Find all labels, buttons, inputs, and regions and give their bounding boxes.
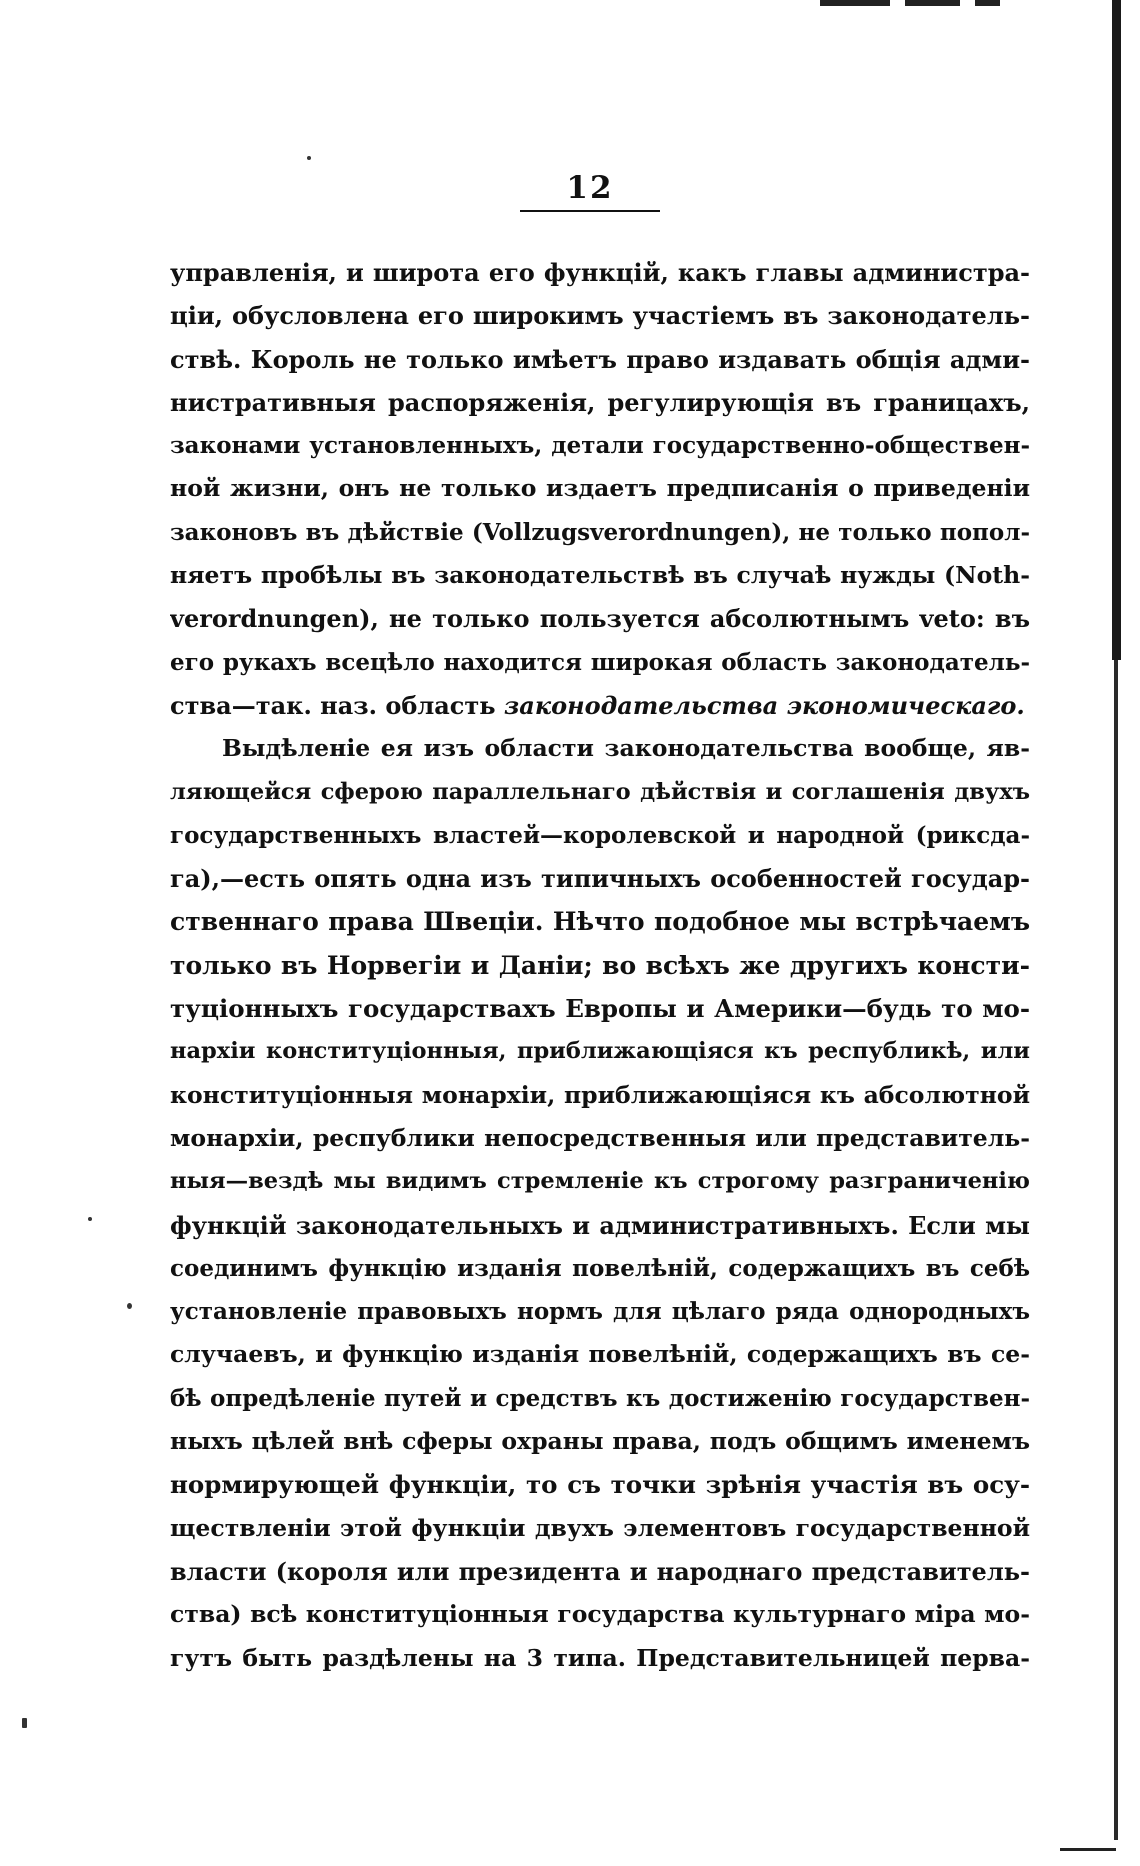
text-line: соединимъ функцію изданія повелѣній, содержащихъ въ себѣ xyxy=(170,1254,1030,1282)
text-line: только въ Норвегіи и Даніи; во всѣхъ же другихъ консти- xyxy=(170,950,1030,980)
text-line: verordnungen), не только пользуется абсолютнымъ veto: въ xyxy=(170,604,1030,634)
scan-edge-bar xyxy=(1114,660,1118,1840)
text-line: управленія, и широта его функцій, какъ главы администра- xyxy=(170,258,1030,287)
text-line: ществленіи этой функціи двухъ элементовъ государственной xyxy=(170,1513,1030,1542)
text-line: га),—есть опять одна изъ типичныхъ особенностей государ- xyxy=(170,864,1030,894)
scan-speck xyxy=(88,1217,92,1221)
text-line: нархіи конституціонныя, приближающіяся къ республикѣ, или xyxy=(170,1038,1030,1065)
scan-speck xyxy=(307,156,311,160)
text-line: государственныхъ властей—королевской и народной (риксда- xyxy=(170,821,1030,849)
paragraph-1 xyxy=(170,251,1030,727)
scan-edge-mark xyxy=(975,0,1000,6)
scan-edge-mark xyxy=(1060,1848,1116,1851)
page-number-block xyxy=(520,170,660,212)
text-line: ныя—вездѣ мы видимъ стремленіе къ строгому разграниченію xyxy=(170,1168,1030,1195)
text-line: ственнаго права Швеціи. Нѣчто подобное мы встрѣчаемъ xyxy=(170,907,1030,937)
body-text xyxy=(170,251,1030,1680)
text-line: нормирующей функціи, то съ точки зрѣнія участія въ осу- xyxy=(170,1470,1030,1500)
page-number: 12 xyxy=(520,170,660,212)
text-line: его рукахъ всецѣло находится широкая область законодатель- xyxy=(170,648,1030,676)
text-line: законами установленныхъ, детали государственно-обществен- xyxy=(170,432,1030,460)
text-line: законовъ въ дѣйствіе (Vollzugsverordnungen), не только попол- xyxy=(170,518,1030,546)
text-line: ціи, обусловлена его широкимъ участіемъ въ законодатель- xyxy=(170,301,1030,331)
text-line: ныхъ цѣлей внѣ сферы охраны права, подъ общимъ именемъ xyxy=(170,1427,1030,1456)
text-line: туціонныхъ государствахъ Европы и Америки—будь то мо- xyxy=(170,994,1030,1024)
text-line: ляющейся сферою параллельнаго дѣйствія и соглашенія двухъ xyxy=(170,778,1030,805)
text-line: власти (короля или президента и народнаго представитель- xyxy=(170,1556,1030,1586)
emphasized-term: законодательства экономическаго. xyxy=(503,690,1025,720)
text-line: гутъ быть раздѣлены на 3 типа. Представительницей перва- xyxy=(170,1643,1030,1672)
scan-edge-bar xyxy=(1112,0,1121,660)
text-line: няетъ пробѣлы въ законодательствѣ въ случаѣ нужды (Noth- xyxy=(170,561,1030,590)
paragraph-2 xyxy=(170,727,1030,1680)
text-line-last xyxy=(170,684,1030,727)
text-line: функцій законодательныхъ и административныхъ. Если мы xyxy=(170,1210,1030,1240)
text-line: ной жизни, онъ не только издаетъ предписанія о приведеніи xyxy=(170,474,1030,503)
scan-speck xyxy=(22,1718,27,1728)
text-line: конституціонныя монархіи, приближающіяся къ абсолютной xyxy=(170,1080,1030,1109)
text-line: бѣ опредѣленіе путей и средствъ къ достиженію государствен- xyxy=(170,1384,1030,1412)
text-run: ства—так. наз. область xyxy=(170,690,496,720)
text-line: нистративныя распоряженія, регулирующія въ границахъ, xyxy=(170,387,1030,417)
text-line: случаевъ, и функцію изданія повелѣній, содержащихъ въ се- xyxy=(170,1340,1030,1369)
scan-speck xyxy=(127,1303,132,1309)
text-line: монархіи, республики непосредственныя или представитель- xyxy=(170,1123,1030,1152)
text-line: ствѣ. Король не только имѣетъ право издавать общія адми- xyxy=(170,344,1030,374)
text-line: Выдѣленіе ея изъ области законодательства вообще, яв- xyxy=(222,734,1030,763)
text-line: ства) всѣ конституціонныя государства культурнаго міра мо- xyxy=(170,1600,1030,1629)
scan-edge-mark xyxy=(820,0,890,6)
scan-edge-mark xyxy=(905,0,960,6)
text-line: установленіе правовыхъ нормъ для цѣлаго ряда однородныхъ xyxy=(170,1298,1030,1326)
